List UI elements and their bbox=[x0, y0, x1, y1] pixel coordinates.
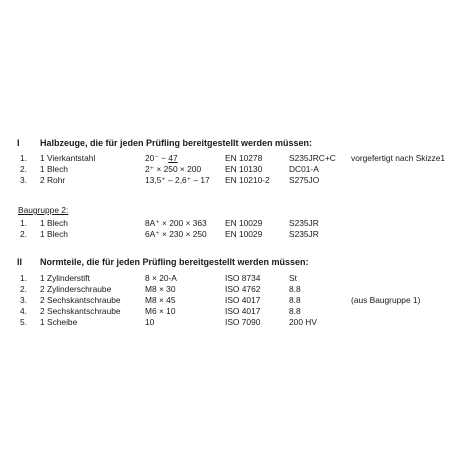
dimension: M8 × 45 bbox=[145, 295, 176, 305]
material: 8.8 bbox=[289, 306, 301, 316]
row-number: 3. bbox=[20, 175, 27, 185]
dimension bbox=[145, 153, 178, 163]
note: (aus Baugruppe 1) bbox=[351, 295, 421, 305]
item-name: 1 Vierkantstahl bbox=[40, 153, 96, 163]
item-name: 1 Zylinderstift bbox=[40, 273, 90, 283]
item-name: 1 Blech bbox=[40, 218, 68, 228]
row-number: 1. bbox=[20, 218, 27, 228]
norm: EN 10210-2 bbox=[225, 175, 270, 185]
row-number: 5. bbox=[20, 317, 27, 327]
dimension: 8A⁺ × 200 × 363 bbox=[145, 218, 207, 228]
item-name: 2 Zylinderschraube bbox=[40, 284, 112, 294]
material: S235JR bbox=[289, 229, 319, 239]
dimension-underlined: 47 bbox=[168, 153, 178, 163]
norm: ISO 4762 bbox=[225, 284, 261, 294]
item-name: 1 Scheibe bbox=[40, 317, 78, 327]
dimension: 2⁺ × 250 × 200 bbox=[145, 164, 202, 174]
material: S275JO bbox=[289, 175, 320, 185]
row-number: 4. bbox=[20, 306, 27, 316]
dimension: 8 × 20-A bbox=[145, 273, 177, 283]
dimension: M6 × 10 bbox=[145, 306, 176, 316]
material: DC01-A bbox=[289, 164, 319, 174]
dimension: 10 bbox=[145, 317, 155, 327]
dimension: M8 × 30 bbox=[145, 284, 176, 294]
row-number: 2. bbox=[20, 284, 27, 294]
norm: ISO 7090 bbox=[225, 317, 261, 327]
section-heading: Halbzeuge, die für jeden Prüfling bereitgestellt werden müssen: bbox=[40, 138, 313, 148]
norm: ISO 4017 bbox=[225, 295, 261, 305]
dimension: 13,5⁺ – 2,6⁺ – 17 bbox=[145, 175, 210, 185]
norm: ISO 4017 bbox=[225, 306, 261, 316]
norm: EN 10130 bbox=[225, 164, 263, 174]
item-name: 1 Blech bbox=[40, 164, 68, 174]
section-numeral: I bbox=[17, 138, 20, 148]
section-numeral: II bbox=[17, 257, 23, 267]
section-heading: Normteile, die für jeden Prüfling bereitgestellt werden müssen: bbox=[40, 257, 309, 267]
norm: EN 10029 bbox=[225, 229, 263, 239]
norm: EN 10029 bbox=[225, 218, 263, 228]
item-name: 2 Sechskantschraube bbox=[40, 306, 121, 316]
row-number: 1. bbox=[20, 273, 27, 283]
dimension-prefix: 20⁻ − bbox=[145, 153, 169, 163]
norm: ISO 8734 bbox=[225, 273, 261, 283]
note: vorgefertigt nach Skizze1 bbox=[351, 153, 446, 163]
row-number: 1. bbox=[20, 153, 27, 163]
norm: EN 10278 bbox=[225, 153, 263, 163]
dimension: 6A⁺ × 230 × 250 bbox=[145, 229, 207, 239]
subsection-label: Baugruppe 2: bbox=[18, 205, 69, 215]
item-name: 2 Sechskantschraube bbox=[40, 295, 121, 305]
row-number: 2. bbox=[20, 164, 27, 174]
material: S235JR bbox=[289, 218, 319, 228]
material: 200 HV bbox=[289, 317, 317, 327]
row-number: 2. bbox=[20, 229, 27, 239]
row-number: 3. bbox=[20, 295, 27, 305]
material: 8.8 bbox=[289, 295, 301, 305]
item-name: 1 Blech bbox=[40, 229, 68, 239]
material: 8.8 bbox=[289, 284, 301, 294]
item-name: 2 Rohr bbox=[40, 175, 66, 185]
material: S235JRC+C bbox=[289, 153, 336, 163]
material: St bbox=[289, 273, 297, 283]
